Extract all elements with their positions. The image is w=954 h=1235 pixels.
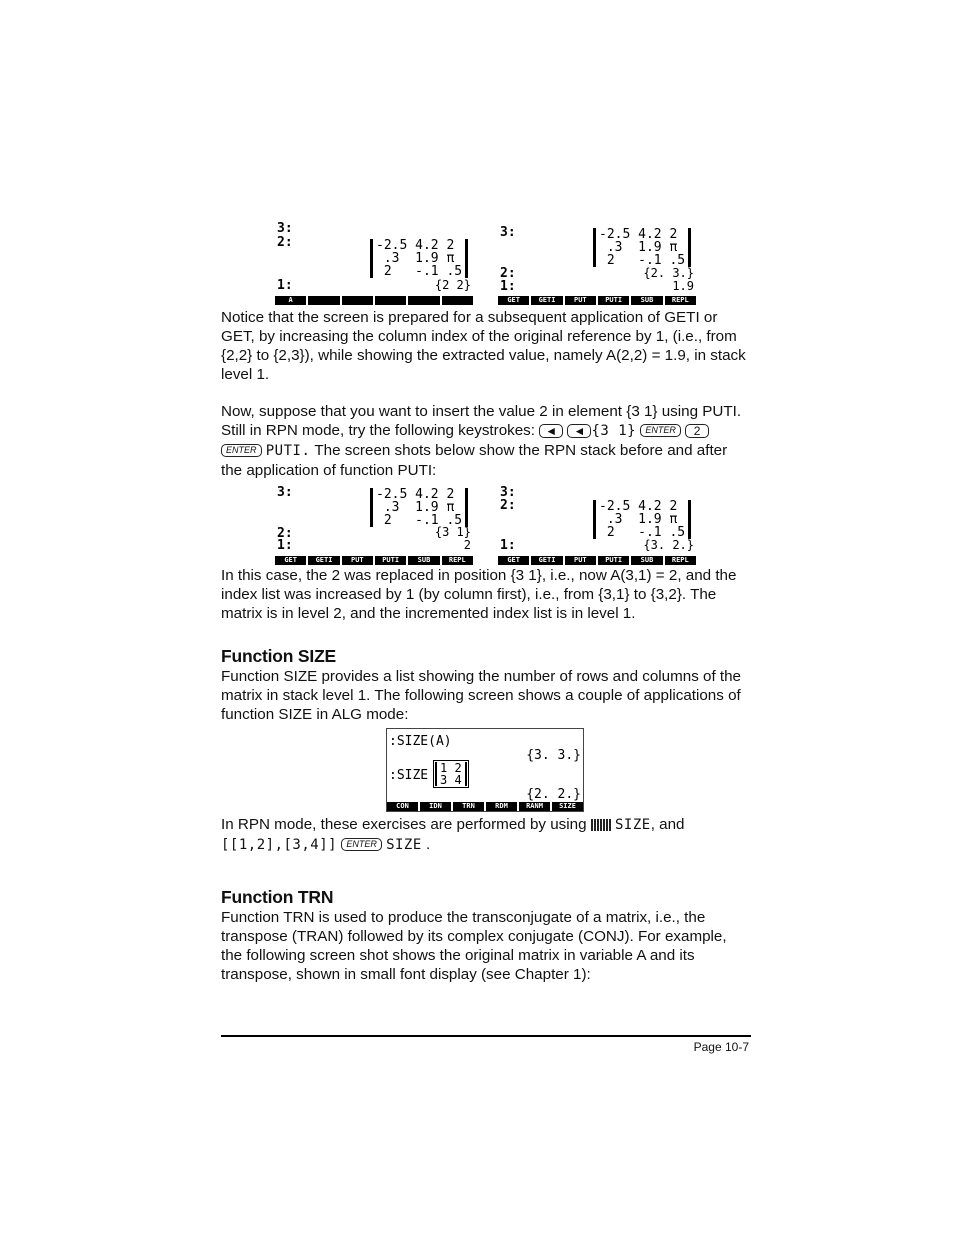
left-shift-key-icon: ◄ [567, 424, 591, 438]
calc-screen-size [386, 728, 584, 812]
left-shift-key-icon: ◄ [539, 424, 563, 438]
enter-key-icon: ENTER [640, 424, 681, 437]
page-number: Page 10-7 [693, 1040, 749, 1054]
level-1: 1: [500, 279, 516, 294]
extracted-value: 1.9 [672, 279, 694, 293]
softkey-bar [275, 296, 473, 305]
matrix-menu-key-icon [591, 819, 611, 831]
matrix-display: -2.5 4.2 2 .3 1.9 π 2 -.1 .5 [370, 488, 468, 527]
enter-key-icon: ENTER [341, 838, 382, 851]
keystroke-list: {3 1} [591, 423, 637, 439]
level-1: 1: [277, 538, 293, 553]
softkey-bar [387, 802, 583, 811]
matrix-display: -2.5 4.2 2 .3 1.9 π 2 -.1 .5 [593, 228, 691, 267]
softkey[interactable]: A [275, 296, 306, 305]
softkey-geti[interactable]: GETI [531, 556, 562, 565]
paragraph-size: Function SIZE provides a list showing the number of rows and columns of the matrix in stack level 1. The following screen shows a couple of applications of function SIZE in ALG mode: [221, 668, 742, 723]
softkey-get[interactable]: GET [498, 296, 529, 305]
softkey[interactable] [442, 296, 473, 305]
softkey-puti[interactable]: PUTI [598, 556, 629, 565]
digit-two-key: 2 [685, 424, 709, 438]
calc-screen-1 [275, 221, 473, 305]
paragraph-trn: Function TRN is used to produce the transconjugate of a matrix, i.e., the transpose (TRAN) followed by its complex conjugate (CONJ). For example, the following screen shot shows the original matrix in variable A and its transpose, shown in small font display (see Chapter 1): [221, 909, 727, 983]
puti-outro: The screen shots below show the RPN stack before and after the application of function PUTI: [221, 442, 728, 479]
heading-function-size: Function SIZE [221, 646, 337, 666]
softkey-puti[interactable]: PUTI [598, 296, 629, 305]
heading-function-trn: Function TRN [221, 887, 334, 907]
matrix-display: -2.5 4.2 2 .3 1.9 π 2 -.1 .5 [370, 239, 468, 278]
softkey-repl[interactable]: REPL [665, 296, 696, 305]
softkey-get[interactable]: GET [275, 556, 306, 565]
softkey-put[interactable]: PUT [565, 556, 596, 565]
level-3: 3: [500, 485, 516, 500]
level-3: 3: [500, 225, 516, 240]
size-command: SIZE [615, 817, 651, 833]
calc-screen-3 [275, 481, 473, 565]
level-2: 2: [500, 498, 516, 513]
softkey-geti[interactable]: GETI [531, 296, 562, 305]
level-2: 2: [277, 235, 293, 250]
index-list: {2. 3.} [643, 266, 694, 280]
softkey-repl[interactable]: REPL [665, 556, 696, 565]
softkey-put[interactable]: PUT [342, 556, 373, 565]
puti-command: PUTI. [265, 443, 311, 459]
softkey-size[interactable]: SIZE [552, 802, 583, 811]
result-list: {2 2} [434, 278, 471, 292]
softkey[interactable] [408, 296, 439, 305]
softkey-con[interactable]: CON [387, 802, 418, 811]
softkey-rdm[interactable]: RDM [486, 802, 517, 811]
softkey-ranm[interactable]: RANM [519, 802, 550, 811]
paragraph-case: In this case, the 2 was replaced in position {3 1}, i.e., now A(3,1) = 2, and the index list was increased by 1 (by column first), i.e., from {3,1} to {3,2}. The matrix is in level 2, and the incremented index list is in level 1. [221, 567, 737, 622]
size-command: SIZE [386, 837, 422, 853]
paragraph-puti [221, 402, 751, 480]
value: 2 [463, 538, 471, 552]
softkey[interactable] [342, 296, 373, 305]
matrix-display: -2.5 4.2 2 .3 1.9 π 2 -.1 .5 [593, 500, 691, 539]
softkey-sub[interactable]: SUB [631, 296, 662, 305]
matrix-input: [[1,2],[3,4]] [221, 837, 338, 853]
level-1: 1: [277, 278, 293, 293]
level-3: 3: [277, 485, 293, 500]
softkey[interactable] [308, 296, 339, 305]
level-3: 3: [277, 221, 293, 236]
calc-screen-2 [498, 221, 696, 305]
enter-key-icon: ENTER [221, 444, 262, 457]
calc-screen-4 [498, 481, 696, 565]
softkey-bar [498, 296, 696, 305]
level-1: 1: [500, 538, 516, 553]
softkey-repl[interactable]: REPL [442, 556, 473, 565]
level-2: 2: [277, 526, 293, 541]
softkey-sub[interactable]: SUB [408, 556, 439, 565]
size-command-2: :SIZE [389, 768, 429, 783]
softkey-idn[interactable]: IDN [420, 802, 451, 811]
softkey-get[interactable]: GET [498, 556, 529, 565]
index-list: {3. 2.} [643, 538, 694, 552]
puti-intro: Now, suppose that you want to insert the value 2 in element {3 1} using PUTI. Still in RPN mode, try the following keystrokes: [221, 403, 742, 439]
period: . [426, 836, 431, 853]
size-result-2: {2. 2.} [526, 787, 581, 802]
index-list: {3 1} [434, 525, 471, 539]
matrix-2x2: 1 2 3 4 [435, 762, 467, 786]
paragraph-rpn-size [221, 815, 751, 855]
size-command-1: :SIZE(A) [389, 734, 452, 749]
and-text: , and [650, 816, 685, 833]
softkey-bar [275, 556, 473, 565]
softkey-geti[interactable]: GETI [308, 556, 339, 565]
softkey-bar [498, 556, 696, 565]
rpn-intro: In RPN mode, these exercises are performed by using [221, 816, 587, 833]
size-result-1: {3. 3.} [526, 748, 581, 763]
footer-rule [221, 1035, 751, 1037]
paragraph-notice: Notice that the screen is prepared for a subsequent application of GETI or GET, by increasing the column index of the original reference by 1, (i.e., from {2,2} to {2,3}), while showing the extracted value, namely A(2,2) = 1.9, in stack level 1. [221, 309, 746, 383]
softkey-put[interactable]: PUT [565, 296, 596, 305]
softkey-trn[interactable]: TRN [453, 802, 484, 811]
softkey-puti[interactable]: PUTI [375, 556, 406, 565]
level-2: 2: [500, 266, 516, 281]
softkey[interactable] [375, 296, 406, 305]
softkey-sub[interactable]: SUB [631, 556, 662, 565]
